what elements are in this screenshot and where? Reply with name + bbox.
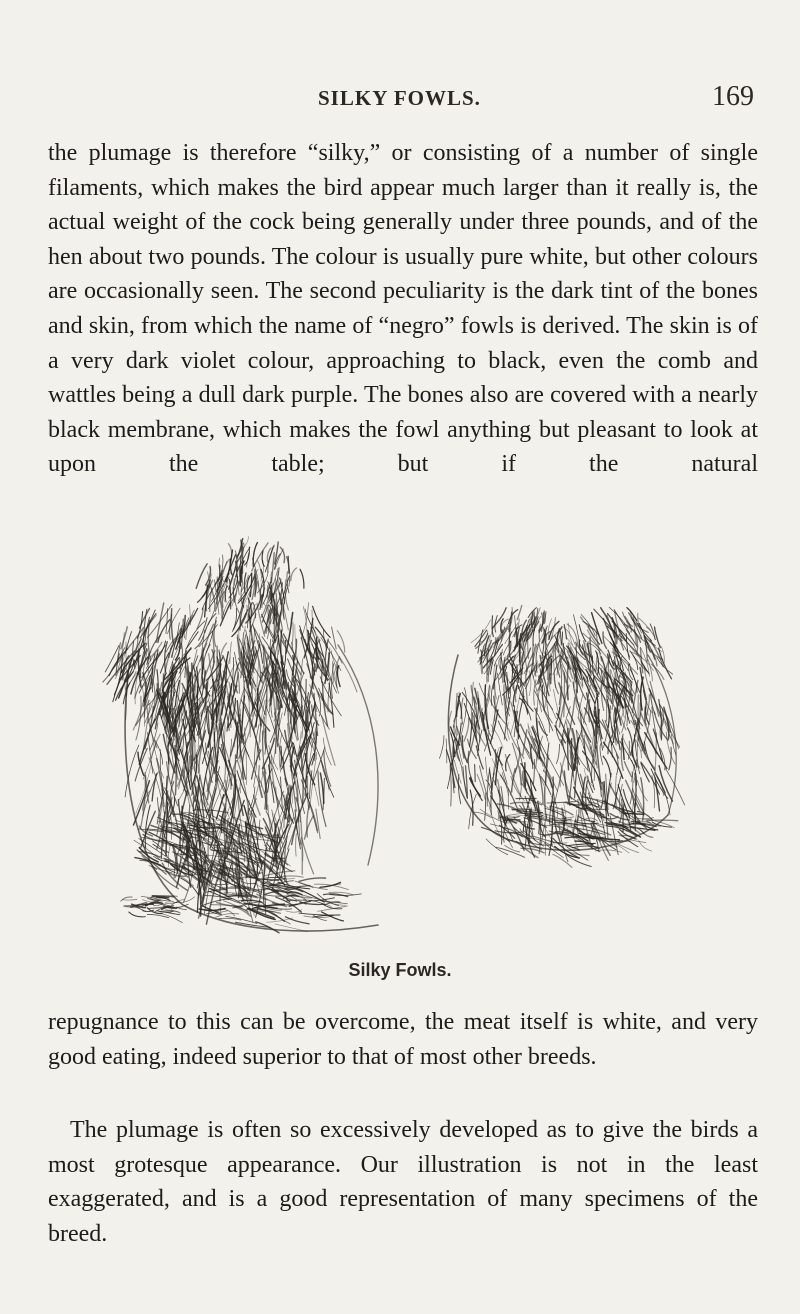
paragraph-2: repugnance to this can be overcome, the meat itself is white, and very good eating, indeed superior to that of most other breeds. [48,1009,758,1070]
paragraph-3: The plumage is often so excessively developed as to give the birds a most grotesque appearance. Our illustration is not in the least exaggerated, and is a good representation of many specimens of the breed. [48,1117,758,1247]
page-number: 169 [712,81,754,112]
paragraph-1: the plumage is therefore “silky,” or consisting of a number of single filaments, which makes the bird appear much larger than it really is, the actual weight of the cock being generally under three pounds, and of the hen about two pounds. The colour is usually pure white, but other colours are occasionally seen. The second peculiarity is the dark tint of the bones and skin, from which the name of “negro” fowls is derived. The skin is of a very dark violet colour, approaching to black, even the comb and wattles being a dull dark purple. The bones also are covered with a nearly black membrane, which makes the fowl anything but pleasant to look at upon the table; but if the natural [48,140,758,478]
cock-figure [103,537,378,933]
engraving-svg [88,505,708,945]
figure-caption: Silky Fowls. [348,960,452,980]
hen-figure [440,606,685,868]
silky-fowls-illustration [88,505,708,945]
running-head: SILKY FOWLS. [318,86,481,110]
